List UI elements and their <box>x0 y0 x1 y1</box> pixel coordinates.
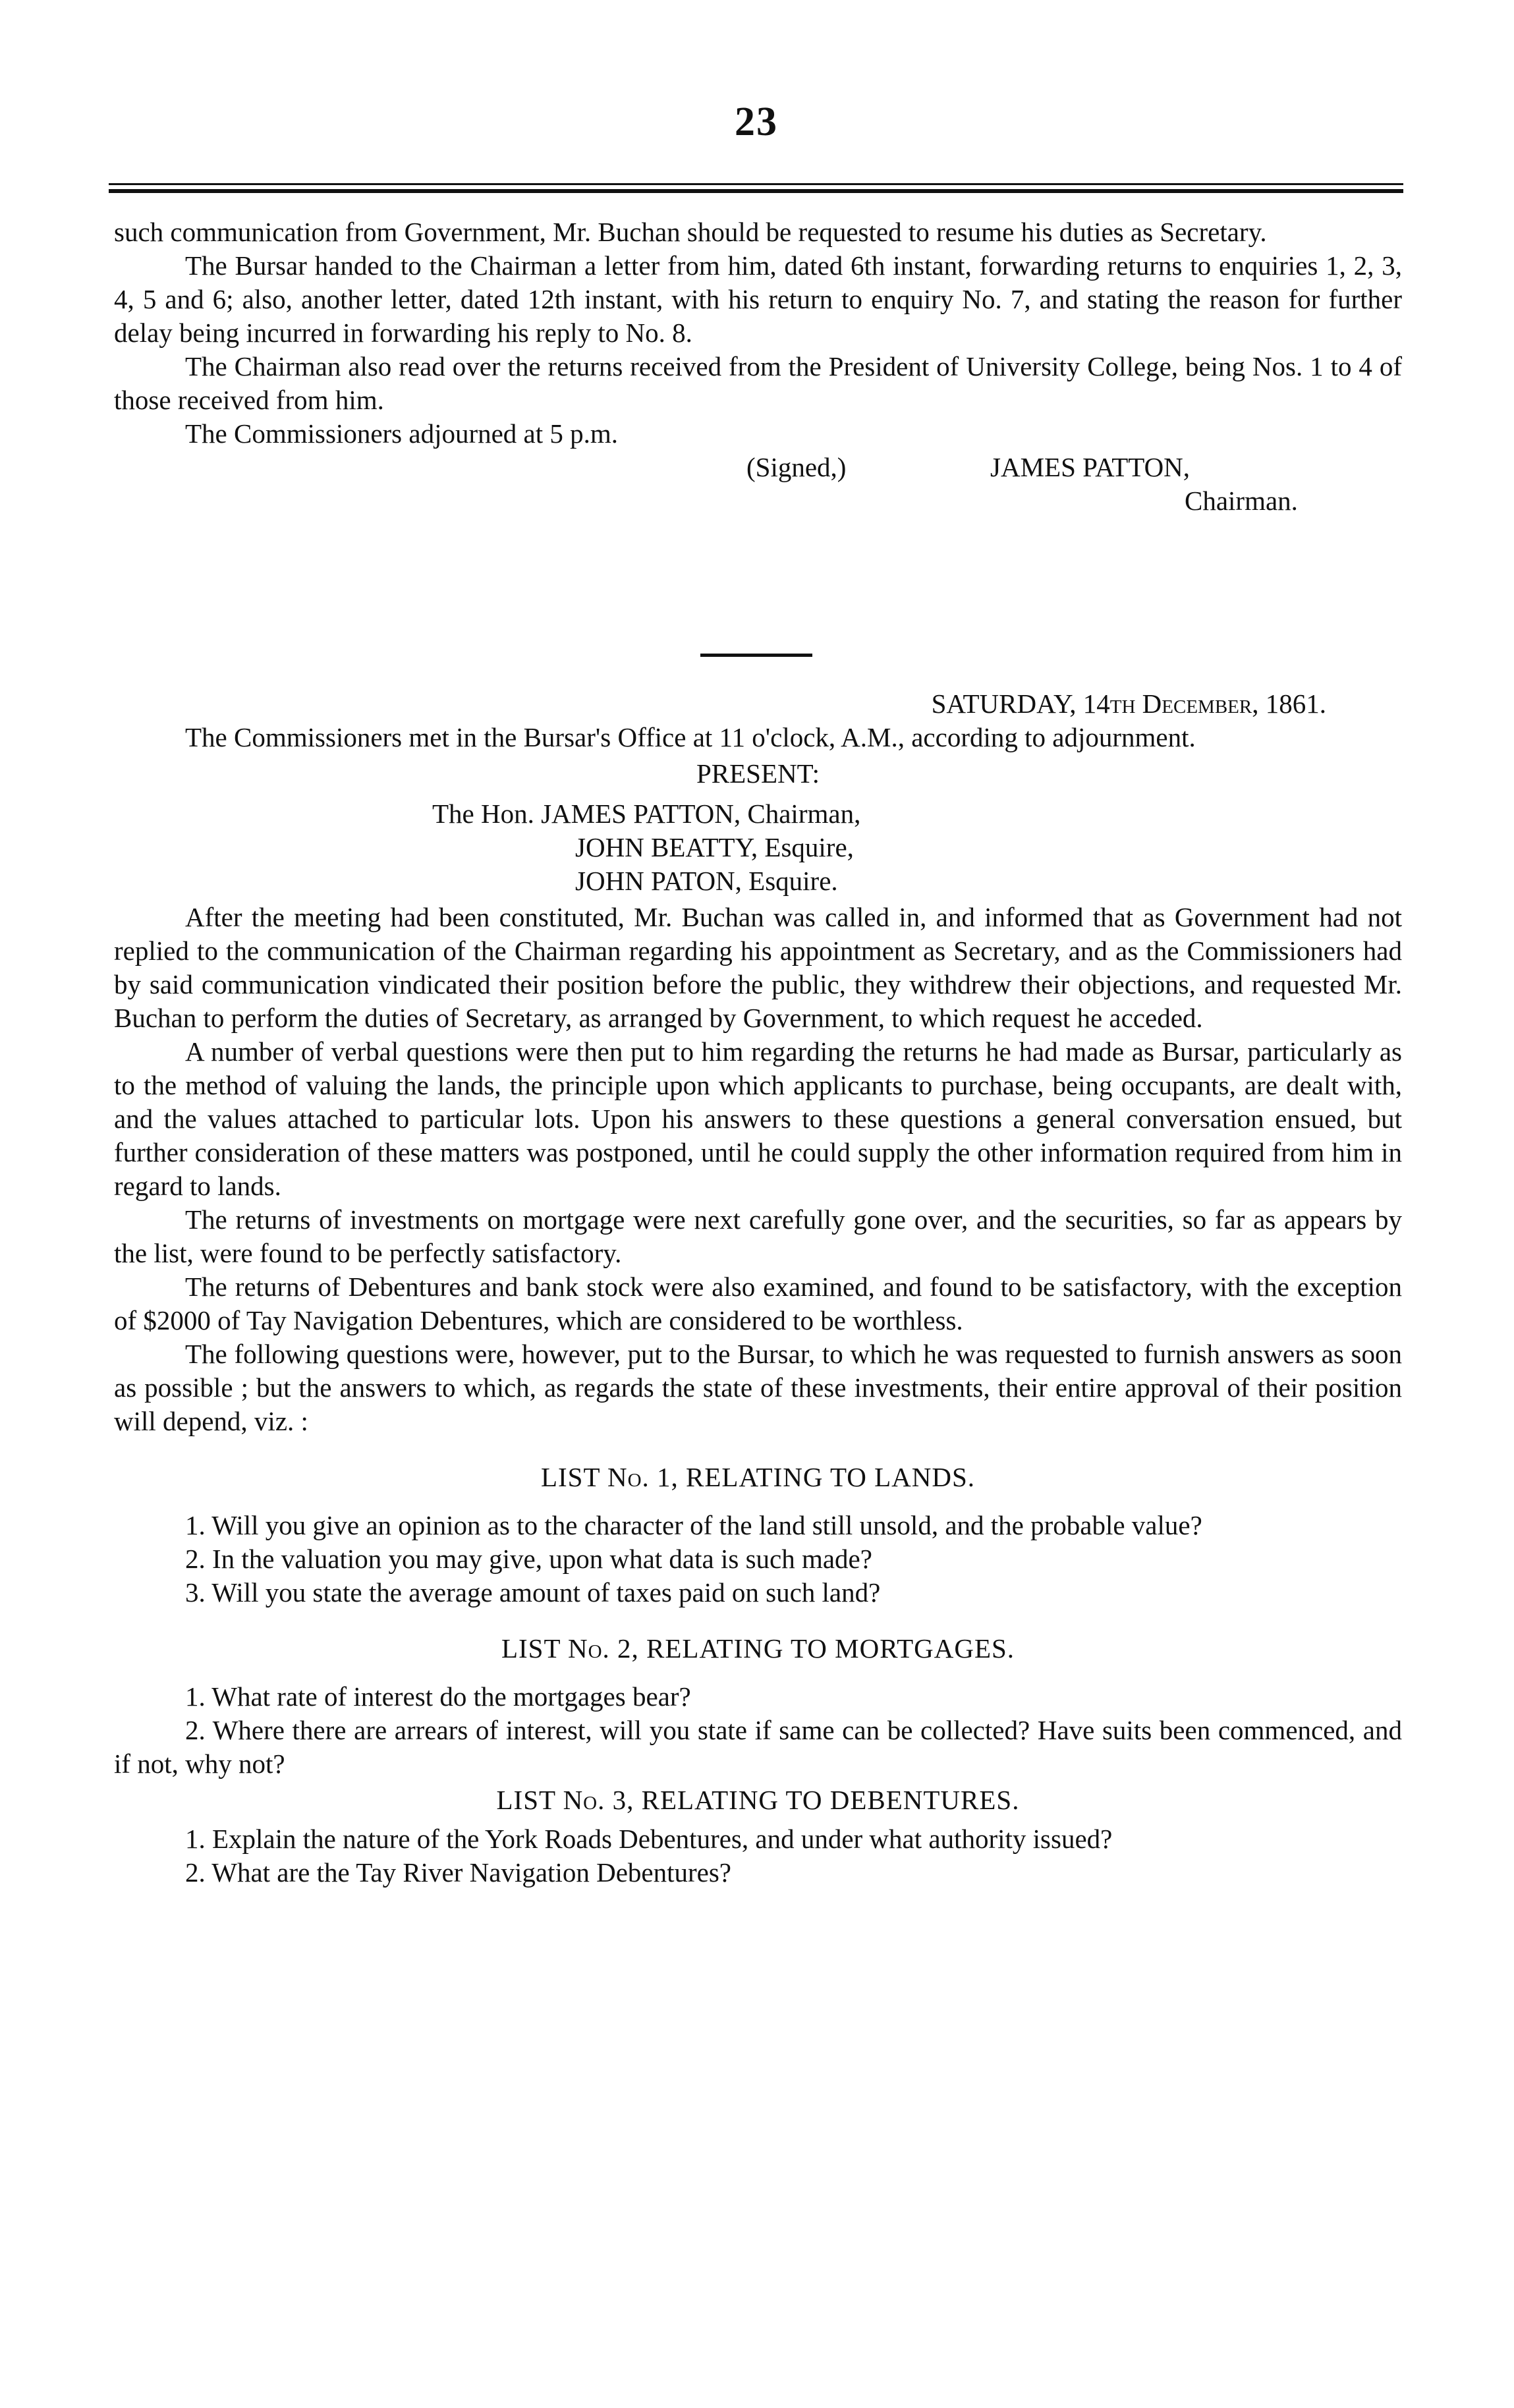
header-rule-thin <box>109 183 1403 185</box>
list-heading-debentures: LIST No. 3, RELATING TO DEBENTURES. <box>496 1785 1020 1815</box>
paragraph: The Commissioners adjourned at 5 p.m. <box>185 418 619 449</box>
list-item: 2. Where there are arrears of interest, will you state if same can be collected? Have suits been commenced, and if not, why not? <box>114 1715 1402 1779</box>
signature-line <box>114 451 1402 484</box>
list-item: 1. What rate of interest do the mortgages bear? <box>185 1681 691 1712</box>
question-list-debentures <box>114 1822 1402 1890</box>
list-item: 2. What are the Tay River Navigation Debentures? <box>185 1857 731 1888</box>
list-item: 1. Will you give an opinion as to the character of the land still unsold, and the probable value? <box>185 1510 1202 1540</box>
paragraph: After the meeting had been constituted, Mr. Buchan was called in, and informed that as Government had not replied to the communication of the Chairman regarding his appointment as Secretary, and as the Commissioners had by said communication vindicated their position before the public, they withdrew their objections, and requested Mr. Buchan to perform the duties of Secretary, as arranged by Government, to which request he acceded. <box>114 902 1402 1033</box>
page-number: 23 <box>735 99 778 144</box>
minutes-section-2 <box>114 687 1402 1890</box>
present-label: PRESENT: <box>696 758 820 789</box>
signed-title: Chairman. <box>1185 486 1298 516</box>
paragraph: The returns of investments on mortgage were next carefully gone over, and the securities, so far as appears by the list, were found to be perfectly satisfactory. <box>114 1204 1402 1268</box>
signed-label: (Signed,) <box>746 452 847 482</box>
section-divider <box>700 654 812 657</box>
list-item: 2. In the valuation you may give, upon what data is such made? <box>185 1544 872 1574</box>
signature-title-line <box>114 484 1402 518</box>
attendee: The Hon. JAMES PATTON, Chairman, <box>432 798 861 829</box>
list-item: 1. Explain the nature of the York Roads Debentures, and under what authority issued? <box>185 1824 1113 1854</box>
list-heading-mortgages: LIST No. 2, RELATING TO MORTGAGES. <box>501 1633 1015 1664</box>
paragraph: The Chairman also read over the returns received from the President of University College, being Nos. 1 to 4 of those received from him. <box>114 351 1402 415</box>
signed-name: JAMES PATTON, <box>990 452 1191 482</box>
question-list-lands <box>114 1509 1402 1610</box>
list-item: 3. Will you state the average amount of taxes paid on such land? <box>185 1577 881 1608</box>
paragraph: The following questions were, however, put to the Bursar, to which he was requested to furnish answers as soon as possible ; but the answers to which, as regards the state of these investments, their entire approval of their position will depend, viz. : <box>114 1339 1402 1436</box>
paragraph: The returns of Debentures and bank stock were also examined, and found to be satisfactory, with the exception of $2000 of Tay Navigation Debentures, which are considered to be worthless. <box>114 1272 1402 1335</box>
question-list-mortgages <box>114 1680 1402 1781</box>
list-heading-lands: LIST No. 1, RELATING TO LANDS. <box>540 1462 976 1492</box>
paragraph: The Bursar handed to the Chairman a letter from him, dated 6th instant, forwarding returns to enquiries 1, 2, 3, 4, 5 and 6; also, another letter, dated 12th instant, with his return to enquiry No. 7, and stating the reason for further delay being incurred in forwarding his reply to No. 8. <box>114 250 1402 348</box>
paragraph: The Commissioners met in the Bursar's Office at 11 o'clock, A.M., according to adjournment. <box>185 722 1196 752</box>
paragraph: such communication from Government, Mr. Buchan should be requested to resume his duties as Secretary. <box>114 217 1267 247</box>
meeting-date: SATURDAY, 14th December, 1861. <box>931 688 1326 719</box>
header-rule-thick <box>109 189 1403 193</box>
paragraph: A number of verbal questions were then put to him regarding the returns he had made as Bursar, particularly as to the method of valuing the lands, the principle upon which applicants to purchase, being occupants, are dealt with, and the values attached to particular lots. Upon his answers to these questions a general conversation ensued, but further consideration of these matters was postponed, until he could supply the other information required from him in regard to lands. <box>114 1036 1402 1201</box>
attendee: JOHN BEATTY, Esquire, <box>575 832 854 862</box>
attendees-list <box>114 797 1402 898</box>
attendee: JOHN PATON, Esquire. <box>575 866 838 896</box>
minutes-section-1 <box>114 215 1402 518</box>
